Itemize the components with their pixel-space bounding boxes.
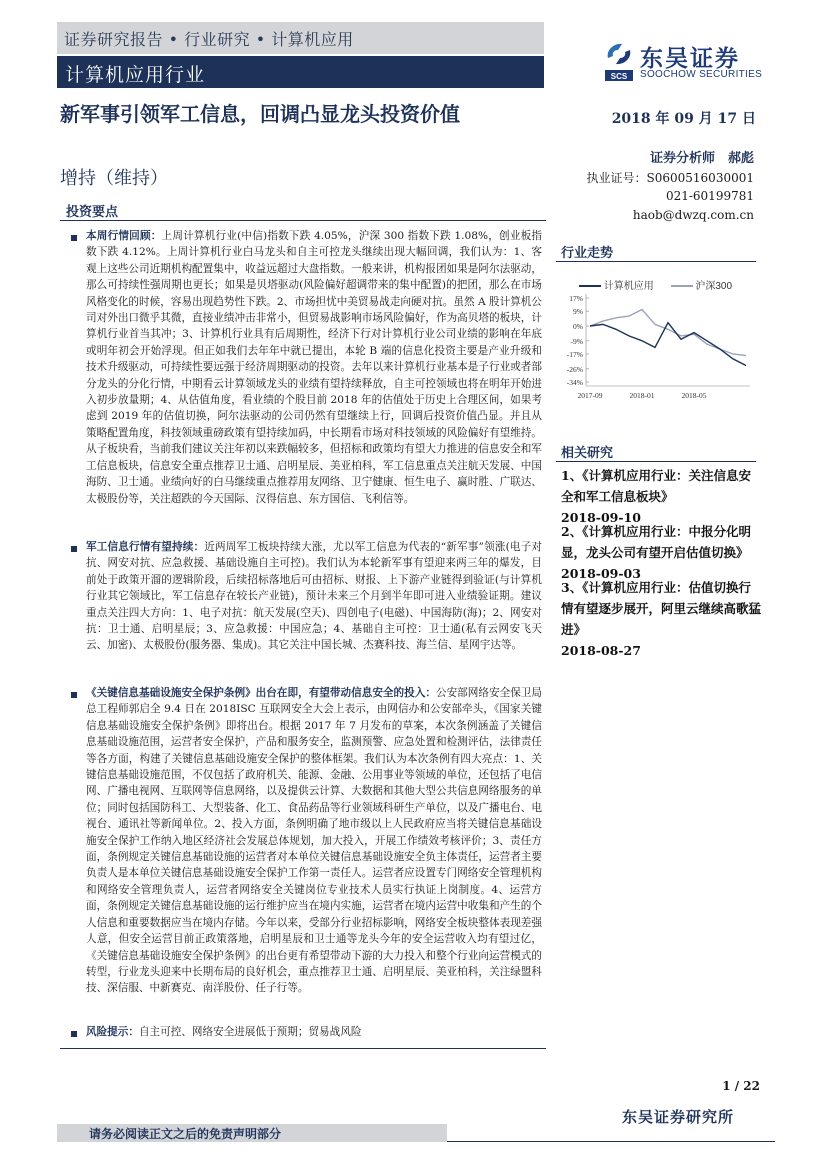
section-rule [60,220,546,221]
logo-chinese: 东吴证券 [640,46,740,72]
disclaimer-bar [57,1124,447,1142]
analyst-license: 执业证号：S0600516030001 [586,170,754,185]
related-report-3[interactable]: 3、《计算机应用行业：估值切换行情有望逐步展开，阿里云继续高歌猛进》 2018-08-27 [561,580,762,658]
footer-rule [447,1141,775,1142]
logo-mark-text: SCS [610,72,628,81]
paragraph-risk-warning: 风险提示：自主可控、网络安全进展低于预期；贸易战风险 [86,1026,362,1038]
logo-english: SOOCHOW SECURITIES [640,69,763,80]
institute-name: 东吴证券研究所 [622,1108,735,1126]
soochow-logo-icon [604,40,634,82]
related-research-heading: 相关研究 [561,446,614,461]
trend-chart [556,288,756,408]
disclaimer-text[interactable]: 请务必阅读正文之后的免责声明部分 [89,1127,282,1141]
bullet-icon [71,1031,77,1037]
analyst-email[interactable]: haob@dwzq.com.cn [632,207,754,222]
related-report-2[interactable]: 2、《计算机应用行业：中报分化明显，龙头公司有望开启估值切换》 2018-09-03 [561,524,751,581]
y-tick-label: -26% [566,364,583,374]
paragraph-infrastructure-regulation: 《关键信息基础设施安全保护条例》出台在即，有望带动信息安全的投入：公安部网络安全保卫局总工程师郭启全 9.4 日在 2018ISC 互联网安全大会上表示，由网信办和公安部牵头，《国家关键信息基础设施安全保护条例》即将出台。根据 2017 年 7 月发布的草案，本次条例涵盖了关键信息基础设施范围，运营者安全保护，产品和服务安全，监测预警、应急处置和检测评估，法律责任等各方面，构建了关键信息基础设施安全保护的整体框架。我们认为本次条例有四大亮点：1、关键信息基础设施范围，不仅包括了政府机关、能源、金融、公用事业等领域的单位，还包括了电信网、广播电视网、互联网等信息网络，以及提供云计算、大数据和其他大型公共信息网络服务的单位；同时包括国防科工、大型装备、化工、食品药品等行业领域科研生产单位，以及广播电台、电视台、通讯社等新闻单位。2、投入方面，条例明确了地市级以上人民政府应当将关键信息基础设施安全保护工作纳入地区经济社会发展总体规划，加大投入，开展工作绩效考核评价；3、责任方面，条例规定关键信息基础设施的运营者对本单位关键信息基础设施安全负主体责任，运营者主要负责人是本单位关键信息基础设施安全保护工作第一责任人。运营者应设置专门网络安全管理机构和网络安全管理负责人，运营者网络安全关键岗位专业技术人员实行执证上岗制度。4、运营方面，条例规定关键信息基础设施的运行维护应当在境内实施，运营者在境内运营中收集和产生的个人信息和重要数据应当在境内存储。今年以来，受部分行业招标影响，网络安全板块整体表现差强人意，但安全运营目前正政策落地，启明星辰和卫士通等龙头今年的安全运营收入均有望过亿，《关键信息基础设施安全保护条例》的出台更有希望带动下游的大力投入和整个行业向运营模式的转型，行业龙头迎来中长期布局的良好机会，重点推荐卫士通、启明星辰、美亚柏科，关注绿盟科技、深信服、中新赛克、南洋股份、任子行等。 [86,687,543,995]
report-type-bar [57,22,544,54]
company-logo [604,40,784,86]
y-tick-label: 17% [569,294,583,303]
legend-label-series-1: 计算机应用 [603,281,654,292]
series-line-csi300 [590,310,746,356]
x-tick-label: 2017-09 [577,391,603,400]
paragraph-market-review: 本周行情回顾：上周计算机行业(中信)指数下跌 4.05%，沪深 300 指数下跌 1.08%，创业板指数下跌 4.12%。上周计算机行业白马龙头和自主可控龙头继续出现大幅回调，我们认为：1、客观上这些公司近期机构配置集中，收益远超过大盘指数。一般来讲，机构报团如果是阿尔法驱动，那么可持续性强周期也更长；如果是贝塔驱动(风险偏好超调带来的集中配置)的把团，那么在市场风格变化的时候，容易出现趋势性下跌。2、市场担忧中美贸易战走向硬对抗。虽然 A 股计算机公司对外出口微乎其微，直接业绩冲击非常小，但贸易战影响市场风险偏好，作为高贝塔的板块，计算机行业首当其冲；3、计算机行业具有后周期性，经济下行对计算机行业公司业绩的影响在年底或明年初会开始浮现。但正如我们去年年中就已提出，本轮 B 端的信息化投资主要是产业升级和技术升级驱动，可持续性要远强于经济周期驱动的投资。去年以来计算机行业基本是子行业或者部分龙头的分化行情，中期看云计算领域龙头的业绩有望持续释放，自主可控领域也将在明年开始进入初步放量期；4、从估值角度，看业绩的个股目前 2018 年的估值处于历史上合理区间，如果考虑到 2019 年的估值切换，阿尔法驱动的公司仍然有望继续上行，回调后投资价值凸显。并且从策略配置角度，科技领域重磅政策有望持续加码，中长期看市场对科技领域的风险偏好有望维持。从子板块看，当前我们建议关注年初以来跌幅较多，但招标和政策均有望大力推进的信息安全和军工信息板块，信息安全重点推荐卫士通、启明星辰、美亚柏科，军工信息重点关注航天发展、中国海防、卫士通。业绩向好的白马继续重点推荐用友网络、卫宁健康、恒生电子、赢时胜、广联达、太极股份等，关注超跌的今天国际、汉得信息、东方国信、飞利信等。 [86,230,542,505]
y-tick-label: -34% [566,378,583,387]
analyst-name: 证券分析师 郝彪 [649,151,754,166]
investment-points-heading: 投资要点 [66,205,119,220]
report-title: 新军事引领军工信息，回调凸显龙头投资价值 [60,102,460,126]
paragraph-military-info: 军工信息行情有望持续：近两周军工板块持续大涨，尤以军工信息为代表的“新军事”领涨(电子对抗、网安对抗、应急救援、基础设施自主可控)。我们认为本轮新军事有望迎来两三年的爆发，目前处于政策开溜的逻辑阶段，后续招标落地后可由招标、财报、上下游产业链得到验证(与计算机行业其它领域比，军工信息存在较长产业链)，预计未来三个月到半年即可进入业绩验证期。建议重点关注四大方向：1、电子对抗：航天发展(空天)、四创电子(电磁)、中国海防(海)；2、网安对抗：卫士通、启明星辰；3、应急救援：中国应急；4、基础自主可控：卫士通(私有云网安飞天云、加密)、太极股份(服务器、集成)。其它关注中国长城、杰赛科技、海兰信、星网宇达等。 [86,541,543,652]
industry-name: 计算机应用行业 [65,64,206,86]
section-bottom-rule [60,1048,546,1049]
analyst-phone: 021-60199781 [665,189,754,203]
report-date: 2018 年 09 月 17 日 [611,111,756,127]
y-tick-label: -17% [566,350,583,359]
trend-heading: 行业走势 [561,246,614,261]
x-tick-label: 2018-01 [629,391,655,400]
analyst-info [560,150,754,224]
y-tick-label: 9% [573,307,583,317]
bullet-icon [71,692,77,698]
related-report-1[interactable]: 1、《计算机应用行业：关注信息安全和军工信息板块》 2018-09-10 [561,468,751,525]
trend-rule [556,261,756,262]
bullet-icon [71,546,77,552]
y-tick-label: 0% [573,322,583,331]
related-rule [556,461,756,462]
rating: 增持（维持） [60,168,168,189]
bullet-icon [71,235,77,241]
y-tick-label: -9% [570,336,583,346]
page-number: 1 / 22 [722,1079,760,1093]
industry-bar [57,56,544,88]
x-tick-label: 2018-05 [681,391,707,400]
legend-label-series-2: 沪深300 [695,281,733,292]
breadcrumb: 证券研究报告 • 行业研究 • 计算机应用 [64,30,354,49]
